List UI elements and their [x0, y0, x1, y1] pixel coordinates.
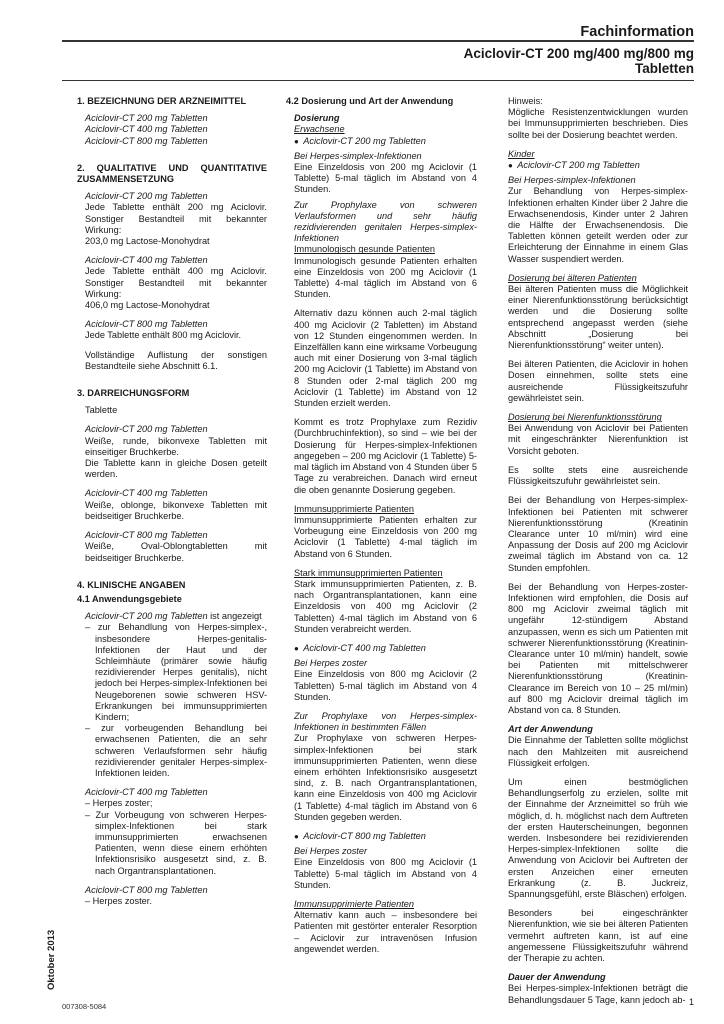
dosierung-heading: Dosierung — [294, 113, 340, 124]
stark-immunsupp-title: Stark immunsupprimierten Patienten — [294, 567, 443, 578]
erwachsene-heading: Erwachsene — [294, 124, 345, 135]
s41-400-dash-item: – Zur Vorbeugung von schweren Herpes-simplex-Infektionen bei stark immunsupprimierten erwachsenen Patienten, wenn diese einem erhöhten Infektionsrisiko ausgesetzt sind, z. B. nach Organtransplantationen. — [85, 809, 267, 876]
aeltere-body: Bei älteren Patienten muss die Möglichkeit einer Nierenfunktionsstörung berücksichtigt werden und die Dosierung sollte entsprechend angepasst werden (siehe Abschnitt „Dosierung bei Nierenfunktionsstörung“ weiter unten). — [508, 284, 688, 351]
hz8-title: Bei Herpes zoster — [294, 846, 368, 857]
stark-immunsupp-body: Stark immunsupprimierten Patienten, z. B. nach Organtransplantationen, kann eine Einzeldosis von 400 mg Aciclovir (2 Tabletten) 4-mal täglich im Abstand von 6 Stunden verabreicht werden. — [294, 578, 477, 634]
bullet-800: ● Aciclovir-CT 800 mg Tabletten — [294, 831, 477, 842]
header-title: Fachinformation — [580, 24, 694, 40]
s1-line: Aciclovir-CT 800 mg Tabletten — [85, 135, 208, 146]
kinder-heading: Kinder — [508, 148, 535, 159]
s41-dash-item: – zur Behandlung von Herpes-simplex-, insbesondere Herpes-genitalis-Infektionen der Haut und der Schleimhäute (primärer sowie häufig rezidivierender Herpes genitalis), nicht jedoch bei Herpes-simplex-Infektionen bei Neugeborenen sowie schweren HSV-Erkrankungen bei immunsupprimierten Kindern; — [85, 622, 267, 722]
s3-200-title: Aciclovir-CT 200 mg Tabletten — [85, 424, 208, 435]
s1-line: Aciclovir-CT 400 mg Tabletten — [85, 124, 208, 135]
immunsupp-body: Immunsupprimierte Patienten erhalten zur Vorbeugung eine Einzeldosis von 200 mg Aciclovir (1 Tablette) 4-mal täglich im Abstand von 6 Stunden. — [294, 514, 477, 559]
niere-body: Bei Anwendung von Aciclovir bei Patienten mit eingeschränkter Nierenfunktion ist Vorsicht geboten. — [508, 423, 688, 456]
hz-body: Eine Einzeldosis von 800 mg Aciclovir (2 Tabletten) 5-mal täglich im Abstand von 4 Stunden. — [294, 669, 477, 702]
p400-title: Zur Prophylaxe von Herpes-simplex-Infektionen in bestimmten Fällen — [294, 710, 477, 733]
niere-body-2: Es sollte stets eine ausreichende Flüssigkeitszufuhr gewährleistet sein. — [508, 464, 688, 487]
dauer-title: Dauer der Anwendung — [508, 972, 606, 983]
is8-title: Immunsupprimierte Patienten — [294, 899, 415, 909]
header-product-line2: Tabletten — [634, 61, 694, 76]
niere-body-4: Bei der Behandlung von Herpes-zoster-Infektionen wird empfohlen, die Dosis auf 800 mg Aciclovir zweimal täglich mit ungefähr 12-stündigem Abstand anzupassen, wenn es sich um Patienten mit schwerer Nierenfunktionsstörung (Kreatinin-Clearance unter 10 ml/min) handelt, sowie bei Patienten mit mittelschwerer Nierenfunktionsstörung (Kreatinin-Clearance im Bereich von 10 – 25 ml/min) auf 800 mg Aciclovir dreimal täglich im Abstand von ca. 8 Stunden. — [508, 581, 688, 715]
s2-400-title: Aciclovir-CT 400 mg Tabletten — [85, 255, 208, 266]
bullet-400: ● Aciclovir-CT 400 mg Tabletten — [294, 643, 477, 654]
s2-200-body: Jede Tablette enthält 200 mg Aciclovir. Sonstiger Bestandteil mit bekannter Wirkung: — [85, 202, 267, 235]
header-bottom-rule — [62, 80, 694, 81]
s3-400-title: Aciclovir-CT 400 mg Tabletten — [85, 488, 208, 499]
s2-800-title: Aciclovir-CT 800 mg Tabletten — [85, 319, 208, 330]
column-3 — [508, 96, 688, 1006]
s41-800-dash-item: – Herpes zoster. — [85, 895, 152, 906]
alternativ-body: Alternativ dazu können auch 2-mal täglich 400 mg Aciclovir (2 Tabletten) im Abstand von 12 Stunden eingenommen werden. In Einzelfällen kann eine wirksame Vorbeugung auch mit einer Dosierung von 3-mal täglich 200 mg Aciclovir (1 Tablette) im Abstand von 8 Stunden oder 2-mal täglich 200 mg Aciclovir (1 Tablette) im Abstand von 12 Stunden erzielt werden. — [294, 308, 477, 409]
section-2-heading: 2. QUALITATIVE UND QUANTITATIVE ZUSAMMENSETZUNG — [77, 162, 267, 185]
immun-gesund-body: Immunologisch gesunde Patienten erhalten eine Einzeldosis von 200 mg Aciclovir (1 Tablette) 4-mal täglich im Abstand von 6 Stunden. — [294, 255, 477, 300]
s41-400-dash-item: – Herpes zoster; — [85, 798, 153, 809]
section-1-heading: 1. BEZEICHNUNG DER ARZNEIMITTEL — [77, 96, 247, 106]
prophylaxe-title: Zur Prophylaxe von schweren Verlaufsformen und sehr häufig rezidivierenden genitalen Herpes-simplex-Infektionen — [294, 199, 477, 244]
s3-800-title: Aciclovir-CT 800 mg Tabletten — [85, 530, 208, 541]
is8-body: Alternativ kann auch – insbesondere bei Patienten mit gestörter enteraler Resorption – Aciclovir zur intravenösen Infusion angewendet werden. — [294, 910, 477, 954]
s3-form: Tablette — [85, 405, 118, 416]
page-number: 1 — [688, 997, 694, 1007]
aeltere-body-2: Bei älteren Patienten, die Aciclovir in hohen Dosen einnehmen, sollte stets eine ausreichende Flüssigkeitszufuhr gewährleistet sein. — [508, 359, 688, 403]
s2-200-title: Aciclovir-CT 200 mg Tabletten — [85, 191, 208, 202]
art-body-2: Um einen bestmöglichen Behandlungserfolg zu erzielen, sollte mit der Einnahme der Arzneimittel so früh wie möglich, d. h. möglichst nach dem Auftreten der ersten Hauterscheinungen, begonnen werden. Insbesondere bei rezidivierenden Herpes-simplex-Infektionen sollte die Anwendung von Aciclovir bei Auftreten der ersten Anzeichen einer erneuten Erkrankung (z. B. Juckreiz, Spannungsgefühl, erste Bläschen) erfolgen. — [508, 776, 688, 899]
niere-body-3: Bei der Behandlung von Herpes-simplex-Infektionen bei Patienten mit schwerer Nierenfunktionsstörung (Kreatinin Clearance unter 10 ml/min) wird eine Anpassung der Dosis auf 200 mg Aciclovir zweimal täglich im Abstand von ca. 12 Stunden empfohlen. — [508, 495, 688, 573]
hs-title: Bei Herpes-simplex-Infektionen — [294, 150, 422, 161]
s2-400-body: Jede Tablette enthält 400 mg Aciclovir. Sonstiger Bestandteil mit bekannter Wirkung: — [85, 266, 267, 299]
s41-200-title-suffix: ist angezeigt — [207, 611, 262, 622]
art-body: Die Einnahme der Tabletten sollte möglichst nach den Mahlzeiten mit ausreichend Flüssigkeit erfolgen. — [508, 735, 688, 768]
kinder-bullet-200: ● Aciclovir-CT 200 mg Tabletten — [508, 160, 688, 171]
section-4-heading: 4. KLINISCHE ANGABEN — [77, 579, 186, 590]
kinder-hs-title: Bei Herpes-simplex-Infektionen — [508, 175, 636, 186]
header-middle-rule — [62, 41, 694, 42]
s41-200-title: Aciclovir-CT 200 mg Tabletten — [85, 611, 208, 622]
s3-200-note: Die Tablette kann in gleiche Dosen geteilt werden. — [85, 458, 267, 480]
aeltere-title: Dosierung bei älteren Patienten — [508, 272, 637, 283]
p400-body: Zur Prophylaxe von schweren Herpes-simplex-Infektionen bei stark immunsupprimierten Patienten, wenn diese einem erhöhten Infektionsrisiko ausgesetzt sind, z. B. nach Organtransplantationen, kann eine Einzeldosis von 400 mg Aciclovir (1 Tablette) 4-mal täglich im Abstand von 6 Stunden gegeben werden. — [294, 733, 477, 822]
side-date-label: Oktober 2013 — [46, 929, 57, 990]
hs-body: Eine Einzeldosis von 200 mg Aciclovir (1 Tablette) 5-mal täglich im Abstand von 4 Stunden. — [294, 162, 477, 195]
immunsupp-title: Immunsupprimierte Patienten — [294, 503, 415, 514]
s41-dash-item: – zur vorbeugenden Behandlung bei erwachsenen Patienten, die an sehr schweren Verlaufsformen sehr häufig rezidivierender genitaler Herpes-simplex-Infektionen leiden. — [85, 723, 267, 778]
bullet-200: ● Aciclovir-CT 200 mg Tabletten — [294, 136, 477, 147]
hinweis-body: Mögliche Resistenzentwicklungen wurden bei Immunsupprimierten beschrieben. Dies sollte bei der Dosierung beachtet werden. — [508, 107, 688, 140]
column-2 — [286, 96, 477, 955]
header-product — [464, 46, 694, 76]
s1-line: Aciclovir-CT 200 mg Tabletten — [85, 113, 208, 124]
immun-gesund-title: Immunologisch gesunde Patienten — [294, 244, 435, 255]
s2-200-lactose: 203,0 mg Lactose-Monohydrat — [85, 236, 210, 247]
s2-800-body: Jede Tablette enthält 800 mg Aciclovir. — [85, 330, 242, 341]
kinder-hs-body: Zur Behandlung von Herpes-simplex-Infektionen erhalten Kinder über 2 Jahre die Erwachsenendosis, Kinder unter 2 Jahren die Hälfte der Erwachsenendosis. Die Tabletten können geteilt werden oder zur Erleichterung der Einnahme in einem Glas Wasser suspendiert werden. — [508, 186, 688, 264]
hinweis-title: Hinweis: — [508, 96, 543, 106]
hz8-body: Eine Einzeldosis von 800 mg Aciclovir (1 Tablette) 5-mal täglich im Abstand von 4 Stunden. — [294, 857, 477, 890]
s2-400-lactose: 406,0 mg Lactose-Monohydrat — [85, 300, 210, 311]
section-41-heading: 4.1 Anwendungsgebiete — [77, 593, 182, 604]
art-title: Art der Anwendung — [508, 724, 593, 735]
s2-note: Vollständige Auflistung der sonstigen Bestandteile siehe Abschnitt 6.1. — [85, 349, 267, 371]
hz-title: Bei Herpes zoster — [294, 658, 368, 669]
column-1 — [77, 96, 267, 907]
s41-800-title: Aciclovir-CT 800 mg Tabletten — [85, 884, 208, 895]
s3-800-body: Weiße, Oval-Oblongtabletten mit beidseitiger Bruchkerbe. — [85, 541, 267, 563]
niere-title: Dosierung bei Nierenfunktionsstörung — [508, 412, 662, 423]
section-42-heading: 4.2 Dosierung und Art der Anwendung — [286, 96, 454, 106]
header-product-line1: Aciclovir-CT 200 mg/400 mg/800 mg — [463, 46, 694, 61]
s3-400-body: Weiße, oblonge, bikonvexe Tabletten mit beidseitiger Bruchkerbe. — [85, 499, 267, 521]
s41-400-title: Aciclovir-CT 400 mg Tabletten — [85, 787, 208, 798]
section-3-heading: 3. DARREICHUNGSFORM — [77, 388, 190, 399]
s3-200-body: Weiße, runde, bikonvexe Tabletten mit einseitiger Bruchkerbe. — [85, 435, 267, 457]
rezidiv-body: Kommt es trotz Prophylaxe zum Rezidiv (Durchbruchinfektion), so sind – wie bei der Dosierung für Herpes-simplex-Infektionen angegeben – 200 mg Aciclovir (1 Tablette) 5-mal täglich im Abstand von 4 Stunden über 5 Tage zu verabreichen. Danach wird erneut die oben genannte Dosierung gegeben. — [294, 417, 477, 495]
dauer-body: Bei Herpes-simplex-Infektionen beträgt die Behandlungsdauer 5 Tage, kann jedoch ab- — [508, 983, 688, 1005]
footer-code: 007308-5084 — [62, 1002, 107, 1011]
art-body-3: Besonders bei eingeschränkter Nierenfunktion, wie sie bei älteren Patienten vermehrt auftreten kann, ist auf eine angemessene Flüssigkeitszufuhr während der Therapie zu achten. — [508, 908, 688, 964]
